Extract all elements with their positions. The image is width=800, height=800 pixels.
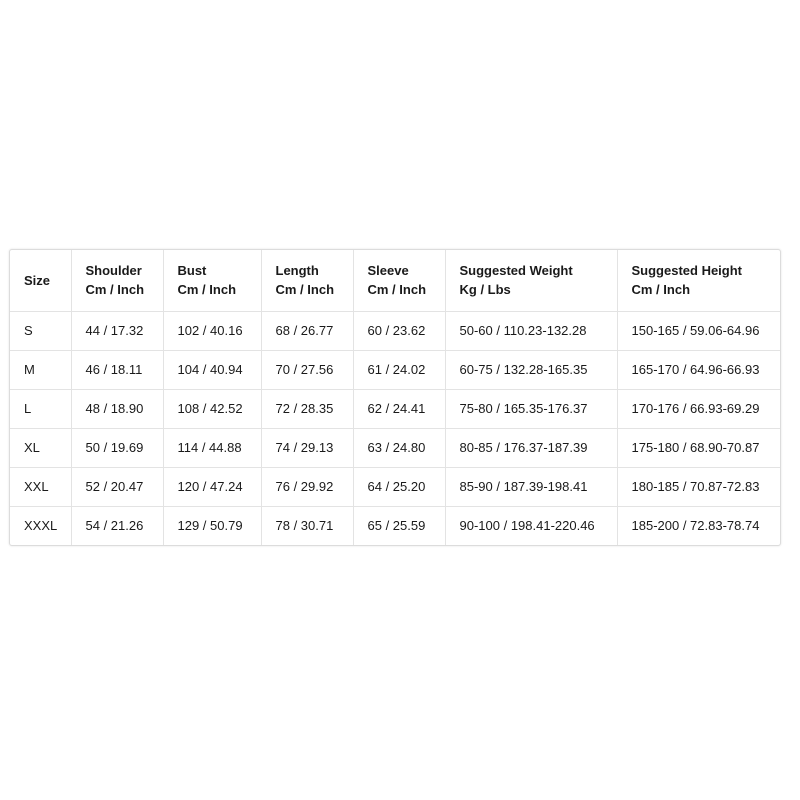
header-shoulder-label: Shoulder: [85, 263, 142, 279]
table-row: [10, 350, 781, 389]
cell-suggested-height: 170-176 / 66.93-69.29: [617, 389, 781, 428]
header-suggested-weight-unit: Kg / Lbs: [459, 282, 511, 298]
cell-suggested-weight: 75-80 / 165.35-176.37: [445, 389, 617, 428]
cell-size: L: [10, 389, 71, 428]
size-chart-table: [10, 250, 781, 545]
cell-suggested-weight: 50-60 / 110.23-132.28: [445, 311, 617, 350]
header-bust-label: Bust: [177, 263, 207, 279]
cell-bust: 104 / 40.94: [163, 350, 261, 389]
cell-sleeve: 63 / 24.80: [353, 428, 445, 467]
header-length: [261, 250, 353, 311]
cell-size: XL: [10, 428, 71, 467]
cell-shoulder: 54 / 21.26: [71, 506, 163, 545]
cell-length: 78 / 30.71: [261, 506, 353, 545]
cell-length: 74 / 29.13: [261, 428, 353, 467]
header-shoulder-unit: Cm / Inch: [85, 282, 145, 298]
cell-shoulder: 52 / 20.47: [71, 467, 163, 506]
table-row: [10, 428, 781, 467]
cell-suggested-weight: 80-85 / 176.37-187.39: [445, 428, 617, 467]
header-shoulder: [71, 250, 163, 311]
cell-sleeve: 60 / 23.62: [353, 311, 445, 350]
header-length-label: Length: [275, 263, 319, 279]
header-suggested-weight-label: Suggested Weight: [459, 263, 573, 279]
table-header-row: [10, 250, 781, 311]
cell-sleeve: 65 / 25.59: [353, 506, 445, 545]
cell-suggested-height: 185-200 / 72.83-78.74: [631, 518, 760, 534]
cell-sleeve: 64 / 25.20: [353, 467, 445, 506]
header-sleeve-unit: Cm / Inch: [367, 282, 427, 298]
cell-length: 68 / 26.77: [261, 311, 353, 350]
cell-shoulder: 46 / 18.11: [71, 350, 163, 389]
cell-suggested-weight: 60-75 / 132.28-165.35: [445, 350, 617, 389]
header-size: [10, 250, 71, 311]
cell-suggested-height: 175-180 / 68.90-70.87: [617, 428, 781, 467]
cell-suggested-weight: 85-90 / 187.39-198.41: [445, 467, 617, 506]
cell-length: 76 / 29.92: [261, 467, 353, 506]
cell-shoulder: 44 / 17.32: [71, 311, 163, 350]
cell-size: S: [10, 311, 71, 350]
cell-suggested-height: 180-185 / 70.87-72.83: [617, 467, 781, 506]
table-row: [10, 506, 781, 545]
cell-sleeve: 61 / 24.02: [353, 350, 445, 389]
size-chart-container: [9, 249, 781, 546]
cell-length: 70 / 27.56: [261, 350, 353, 389]
cell-bust: 108 / 42.52: [163, 389, 261, 428]
cell-bust: 120 / 47.24: [163, 467, 261, 506]
cell-size: M: [10, 350, 71, 389]
header-suggested-weight: [445, 250, 617, 311]
header-suggested-height-label: Suggested Height: [631, 263, 743, 279]
cell-length: 72 / 28.35: [261, 389, 353, 428]
cell-shoulder: 50 / 19.69: [71, 428, 163, 467]
cell-size: XXL: [10, 467, 71, 506]
header-bust-unit: Cm / Inch: [177, 282, 237, 298]
cell-bust: 114 / 44.88: [163, 428, 261, 467]
header-suggested-height-unit: Cm / Inch: [631, 282, 691, 298]
table-row: [10, 467, 781, 506]
header-sleeve-label: Sleeve: [367, 263, 409, 279]
header-suggested-height: [617, 250, 781, 311]
cell-suggested-height: 150-165 / 59.06-64.96: [617, 311, 781, 350]
header-sleeve: [353, 250, 445, 311]
header-length-unit: Cm / Inch: [275, 282, 335, 298]
table-row: [10, 389, 781, 428]
cell-sleeve: 62 / 24.41: [353, 389, 445, 428]
cell-bust: 102 / 40.16: [163, 311, 261, 350]
cell-suggested-weight: 90-100 / 198.41-220.46: [445, 506, 617, 545]
cell-suggested-height: 165-170 / 64.96-66.93: [617, 350, 781, 389]
table-row: [10, 311, 781, 350]
cell-shoulder: 48 / 18.90: [71, 389, 163, 428]
cell-size: XXXL: [10, 506, 71, 545]
cell-bust: 129 / 50.79: [163, 506, 261, 545]
header-bust: [163, 250, 261, 311]
header-size-label: Size: [24, 272, 51, 288]
